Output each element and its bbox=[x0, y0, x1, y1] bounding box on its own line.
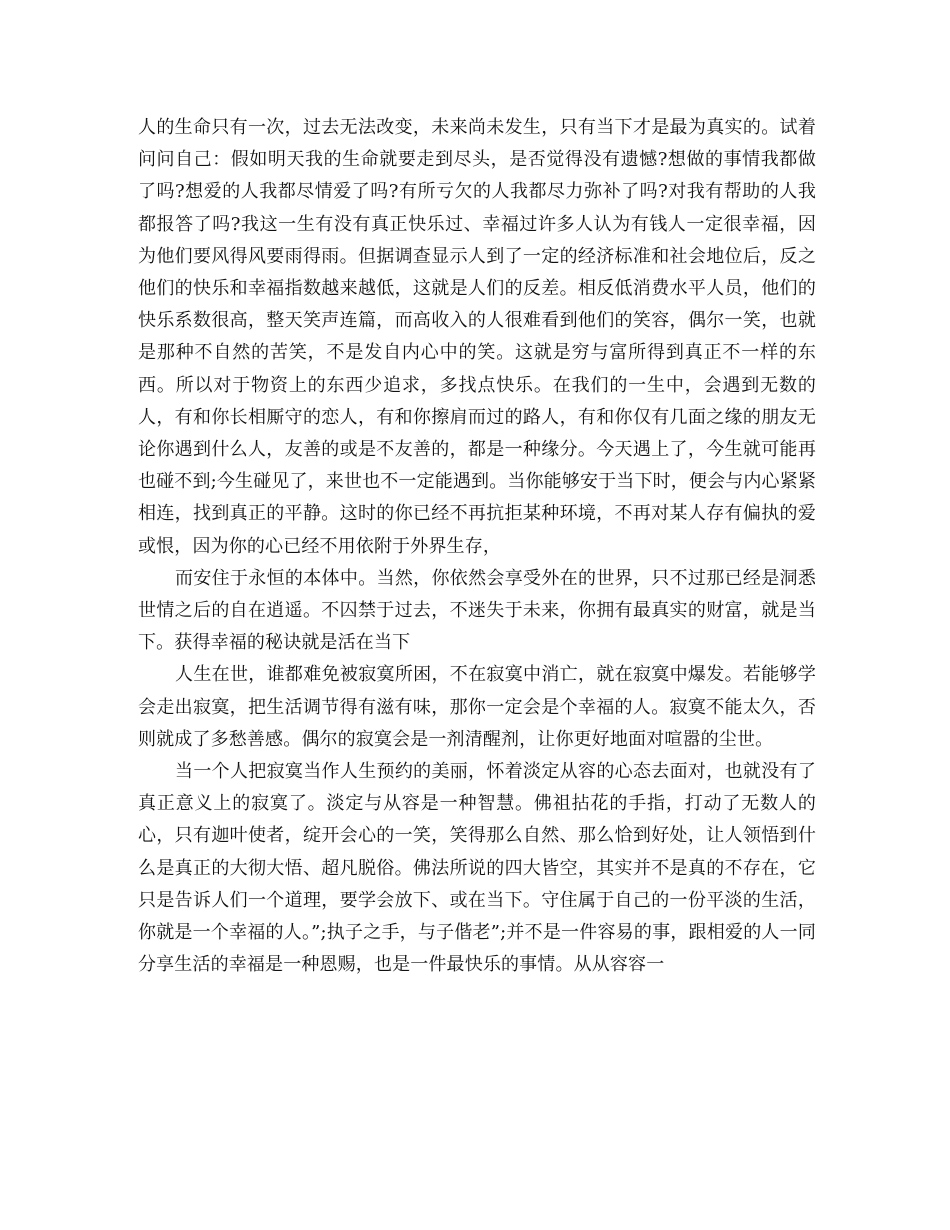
document-body bbox=[138, 112, 816, 981]
paragraph-1: 人的生命只有一次，过去无法改变，未来尚未发生，只有当下才是最为真实的。试着问问自己：假如明天我的生命就要走到尽头，是否觉得没有遗憾?想做的事情我都做了吗?想爱的人我都尽情爱了吗?有所亏欠的人我都尽力弥补了吗?对我有帮助的人我都报答了吗?我这一生有没有真正快乐过、幸福过许多人认为有钱人一定很幸福，因为他们要风得风要雨得雨。但据调查显示人到了一定的经济标准和社会地位后，反之他们的快乐和幸福指数越来越低，这就是人们的反差。相反低消费水平人员，他们的快乐系数很高，整天笑声连篇，而高收入的人很难看到他们的笑容，偶尔一笑，也就是那种不自然的苦笑，不是发自内心中的笑。这就是穷与富所得到真正不一样的东西。所以对于物资上的东西少追求，多找点快乐。在我们的一生中，会遇到无数的人，有和你长相厮守的恋人，有和你擦肩而过的路人，有和你仅有几面之缘的朋友无论你遇到什么人，友善的或是不友善的，都是一种缘分。今天遇上了，今生就可能再也碰不到;今生碰见了，来世也不一定能遇到。当你能够安于当下时，便会与内心紧紧相连，找到真正的平静。这时的你已经不再抗拒某种环境，不再对某人存有偏执的爱或恨，因为你的心已经不用依附于外界生存， bbox=[138, 117, 816, 557]
paragraph-3: 人生在世，谁都难免被寂寞所困，不在寂寞中消亡，就在寂寞中爆发。若能够学会走出寂寞，把生活调节得有滋有味，那你一定会是个幸福的人。寂寞不能太久，否则就成了多愁善感。偶尔的寂寞会是一剂清醒剂，让你更好地面对喧嚣的尘世。 bbox=[138, 664, 816, 750]
paragraph-2: 而安住于永恒的本体中。当然，你依然会享受外在的世界，只不过那已经是洞悉世情之后的自在逍遥。不囚禁于过去，不迷失于未来，你拥有最真实的财富，就是当下。获得幸福的秘诀就是活在当下 bbox=[138, 567, 816, 654]
paragraph-4: 当一个人把寂寞当作人生预约的美丽，怀着淡定从容的心态去面对，也就没有了真正意义上的寂寞了。淡定与从容是一种智慧。佛祖拈花的手指，打动了无数人的心，只有迦叶使者，绽开会心的一笑，笑得那么自然、那么恰到好处，让人领悟到什么是真正的大彻大悟、超凡脱俗。佛法所说的四大皆空，其实并不是真的不存在，它只是告诉人们一个道理，要学会放下、或在当下。守住属于自己的一份平淡的生活，你就是一个幸福的人。”;执子之手，与子偕老”;并不是一件容易的事，跟相爱的人一同分享生活的幸福是一种恩赐，也是一件最快乐的事情。从从容容一 bbox=[138, 761, 816, 976]
